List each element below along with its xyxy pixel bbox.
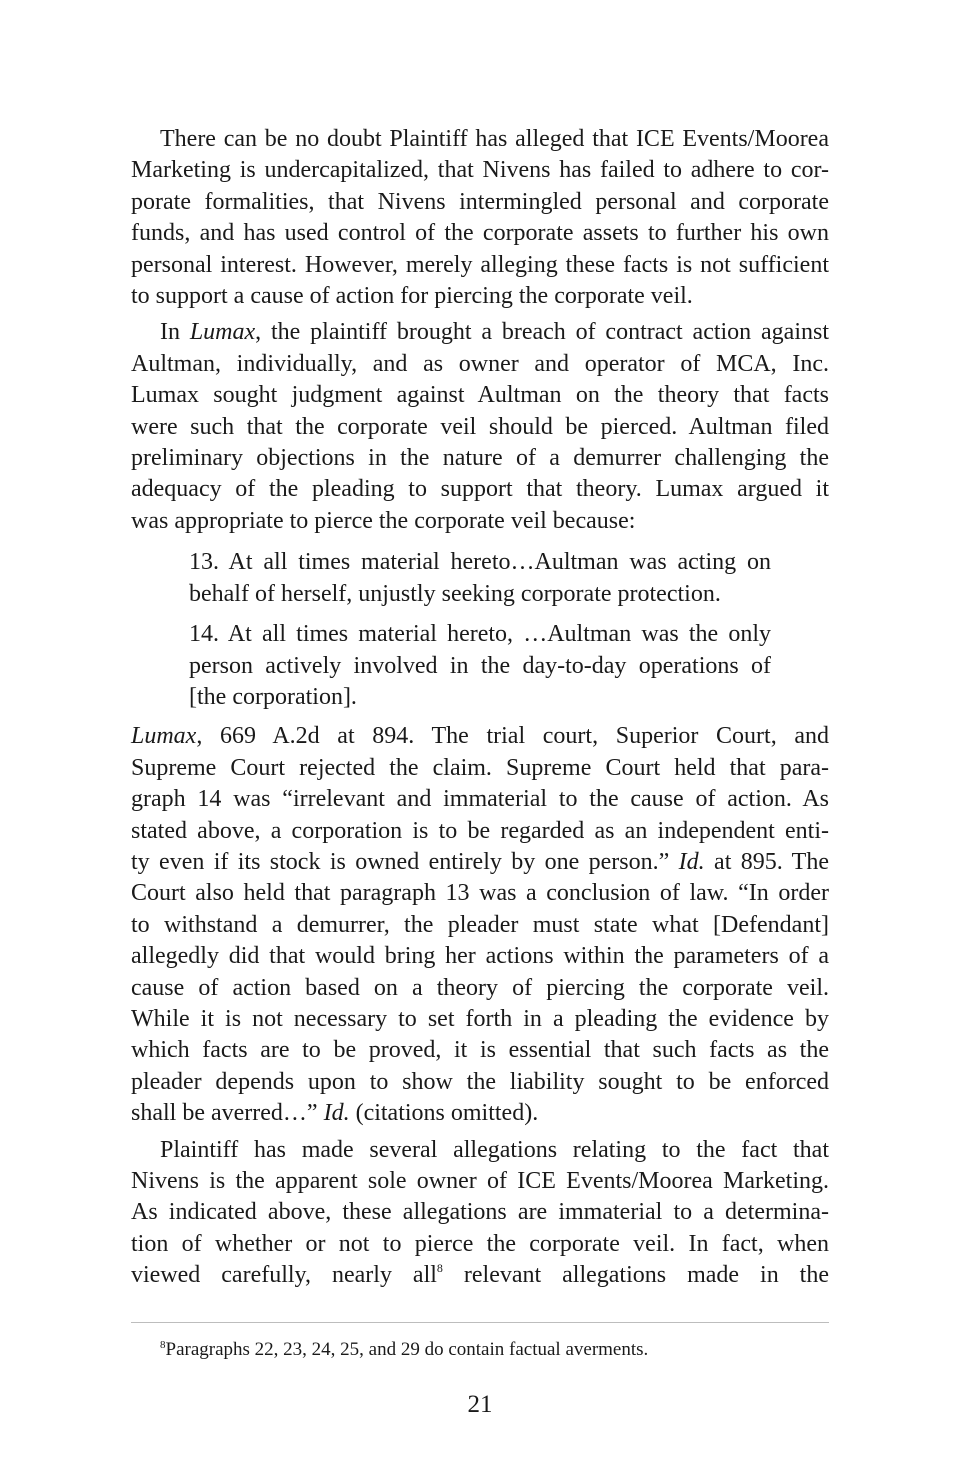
block-quote-14: [189, 619, 771, 713]
text-line: As indicated above, these allegations are immaterial to a determina-: [131, 1199, 829, 1226]
case-name: Lumax: [189, 319, 256, 346]
text-fragment: ty even if its stock is owned entirely by one person.”: [131, 848, 679, 875]
text-line: pleader depends upon to show the liability sought to be enforced: [131, 1068, 829, 1095]
text-line: were such that the corporate veil should be pierced. Aultman filed: [131, 413, 829, 440]
text-line: Supreme Court rejected the claim. Supreme Court held that para-: [131, 754, 829, 781]
paragraph-2: [131, 317, 829, 537]
text-line: porate formalities, that Nivens intermingled personal and corporate: [131, 188, 829, 215]
paragraph-4: [131, 1135, 829, 1292]
text-line: [131, 847, 829, 878]
text-line: Plaintiff has made several allegations relating to the fact that: [160, 1136, 829, 1163]
footnote: [160, 1332, 648, 1363]
text-line: [the corporation].: [189, 683, 357, 710]
text-fragment: relevant allegations made in the: [442, 1262, 829, 1289]
text-line: person actively involved in the day-to-day operations of: [189, 652, 771, 679]
text-line: Marketing is undercapitalized, that Nivens has failed to adhere to cor-: [131, 157, 829, 184]
text-line: behalf of herself, unjustly seeking corporate protection.: [189, 580, 721, 607]
case-name: Lumax: [131, 723, 197, 750]
footnote-text: Paragraphs 22, 23, 24, 25, and 29 do contain factual averments.: [165, 1339, 649, 1360]
paragraph-1: [131, 124, 829, 312]
text-line: tion of whether or not to pierce the corporate veil. In fact, when: [131, 1230, 829, 1257]
block-quote-13: [189, 547, 771, 610]
text-fragment: , 669 A.2d at 894. The trial court, Superior Court, and: [196, 723, 829, 750]
text-line: cause of action based on a theory of piercing the corporate veil.: [131, 974, 829, 1001]
text-line: Lumax sought judgment against Aultman on the theory that facts: [131, 382, 829, 409]
text-line: There can be no doubt Plaintiff has alleged that ICE Events/Moorea: [160, 126, 829, 152]
footnote-mark: 8: [160, 1339, 166, 1351]
text-line: which facts are to be proved, it is essential that such facts as the: [131, 1037, 829, 1064]
text-line: [131, 721, 829, 752]
text-line: funds, and has used control of the corporate assets to further his own: [131, 220, 829, 247]
text-line: [131, 317, 829, 348]
citation-id: Id.: [678, 848, 705, 875]
footnote-divider: [131, 1322, 829, 1323]
text-line: stated above, a corporation is to be regarded as an independent enti-: [131, 817, 829, 844]
text-fragment: shall be averred…”: [131, 1100, 324, 1127]
page-number: 21: [467, 1391, 493, 1418]
footnote-reference: 8: [436, 1261, 443, 1276]
text-line: personal interest. However, merely alleging these facts is not sufficient: [131, 251, 829, 278]
text-line: graph 14 was “irrelevant and immaterial to the cause of action. As: [131, 786, 829, 813]
text-line: [131, 1098, 829, 1129]
paragraph-3: [131, 721, 829, 1129]
text-line: Nivens is the apparent sole owner of ICE Events/Moorea Marketing.: [131, 1168, 829, 1194]
text-line: to support a cause of action for piercing the corporate veil.: [131, 283, 693, 310]
document-body: [131, 124, 829, 1292]
text-line: adequacy of the pleading to support that theory. Lumax argued it: [131, 476, 829, 503]
text-line: 13. At all times material hereto…Aultman was acting on: [189, 549, 771, 576]
text-fragment: , the plaintiff brought a breach of contract action against: [255, 319, 829, 346]
text-line: preliminary objections in the nature of a demurrer challenging the: [131, 445, 829, 472]
text-fragment: at 895. The: [704, 848, 829, 875]
text-fragment: In: [160, 319, 190, 346]
text-line: was appropriate to pierce the corporate veil because:: [131, 507, 636, 534]
text-line: Aultman, individually, and as owner and operator of MCA, Inc.: [131, 350, 829, 377]
text-line: allegedly did that would bring her actions within the parameters of a: [131, 943, 829, 970]
text-line: [131, 1260, 829, 1291]
text-line: While it is not necessary to set forth in a pleading the evidence by: [131, 1005, 829, 1032]
text-line: Court also held that paragraph 13 was a conclusion of law. “In order: [131, 880, 829, 907]
text-fragment: (citations omitted).: [349, 1100, 539, 1127]
text-line: to withstand a demurrer, the pleader must state what [Defendant]: [131, 911, 829, 938]
text-line: 14. At all times material hereto, …Aultman was the only: [189, 621, 771, 648]
text-fragment: viewed carefully, nearly all: [131, 1262, 437, 1289]
citation-id: Id.: [323, 1100, 350, 1127]
